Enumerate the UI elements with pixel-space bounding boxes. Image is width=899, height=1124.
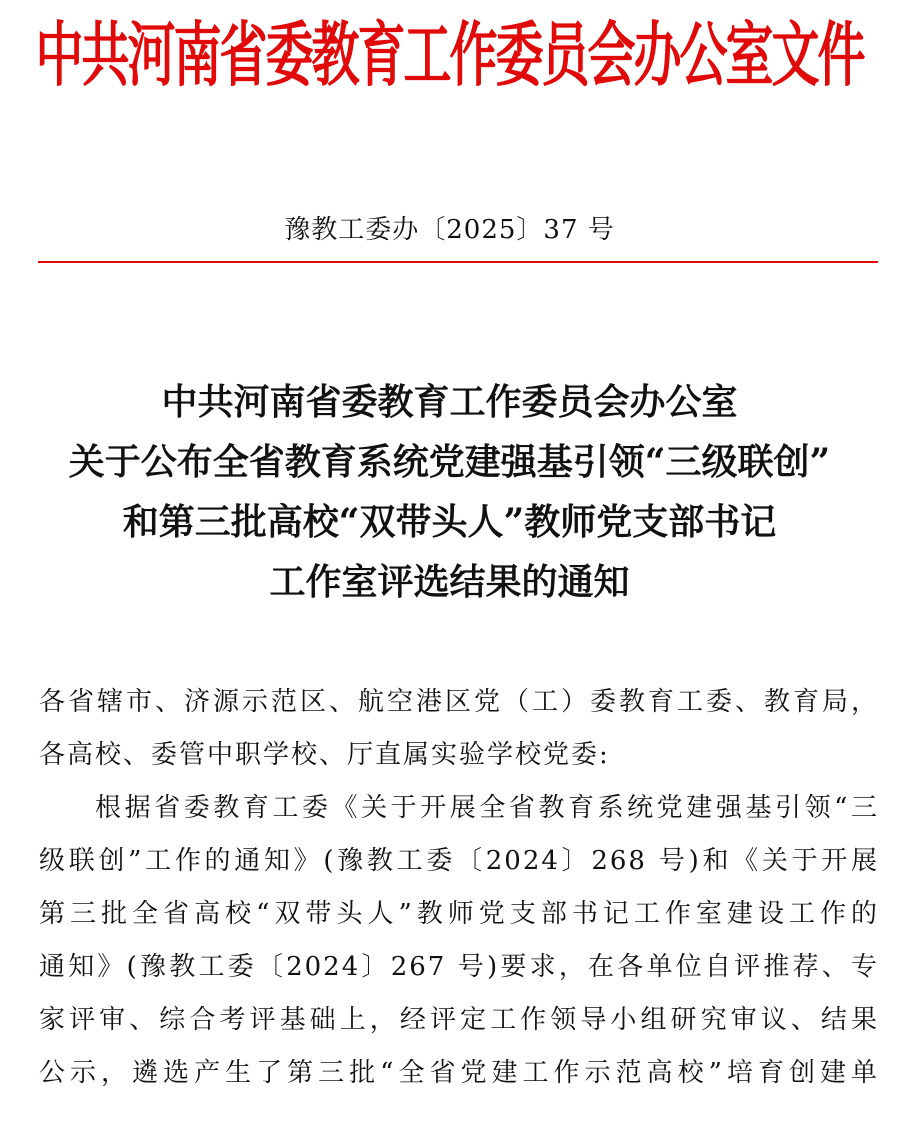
addressee-line: 各高校、委管中职学校、厅直属实验学校党委: bbox=[39, 740, 610, 770]
paragraph-line: 家评审、综合考评基础上，经评定工作领导小组研究审议、结果 bbox=[39, 1005, 879, 1035]
document-body bbox=[39, 676, 879, 1100]
title-line: 工作室评选结果的通知 bbox=[269, 561, 630, 603]
document-number: 豫教工委办〔2025〕37 号 bbox=[284, 215, 615, 245]
title-line: 和第三批高校“双带头人”教师党支部书记 bbox=[122, 501, 777, 543]
red-divider-line bbox=[38, 261, 878, 263]
addressee-line: 各省辖市、济源示范区、航空港区党（工）委教育工委、教育局， bbox=[39, 687, 879, 717]
title-line: 中共河南省委教育工作委员会办公室 bbox=[161, 381, 738, 423]
paragraph-line: 根据省委教育工委《关于开展全省教育系统党建强基引领“三 bbox=[95, 793, 879, 823]
document-masthead: 中共河南省委教育工作委员会办公室文件 bbox=[35, 15, 864, 97]
paragraph-line: 级联创”工作的通知》(豫教工委〔2024〕268 号)和《关于开展 bbox=[39, 846, 879, 876]
paragraph-line: 公示，遴选产生了第三批“全省党建工作示范高校”培育创建单 bbox=[39, 1058, 879, 1088]
paragraph-line: 第三批全省高校“双带头人”教师党支部书记工作室建设工作的 bbox=[39, 899, 879, 929]
document-title bbox=[0, 372, 899, 612]
title-line: 关于公布全省教育系统党建强基引领“三级联创” bbox=[68, 441, 831, 483]
paragraph-line: 通知》(豫教工委〔2024〕267 号)要求，在各单位自评推荐、专 bbox=[39, 952, 879, 982]
